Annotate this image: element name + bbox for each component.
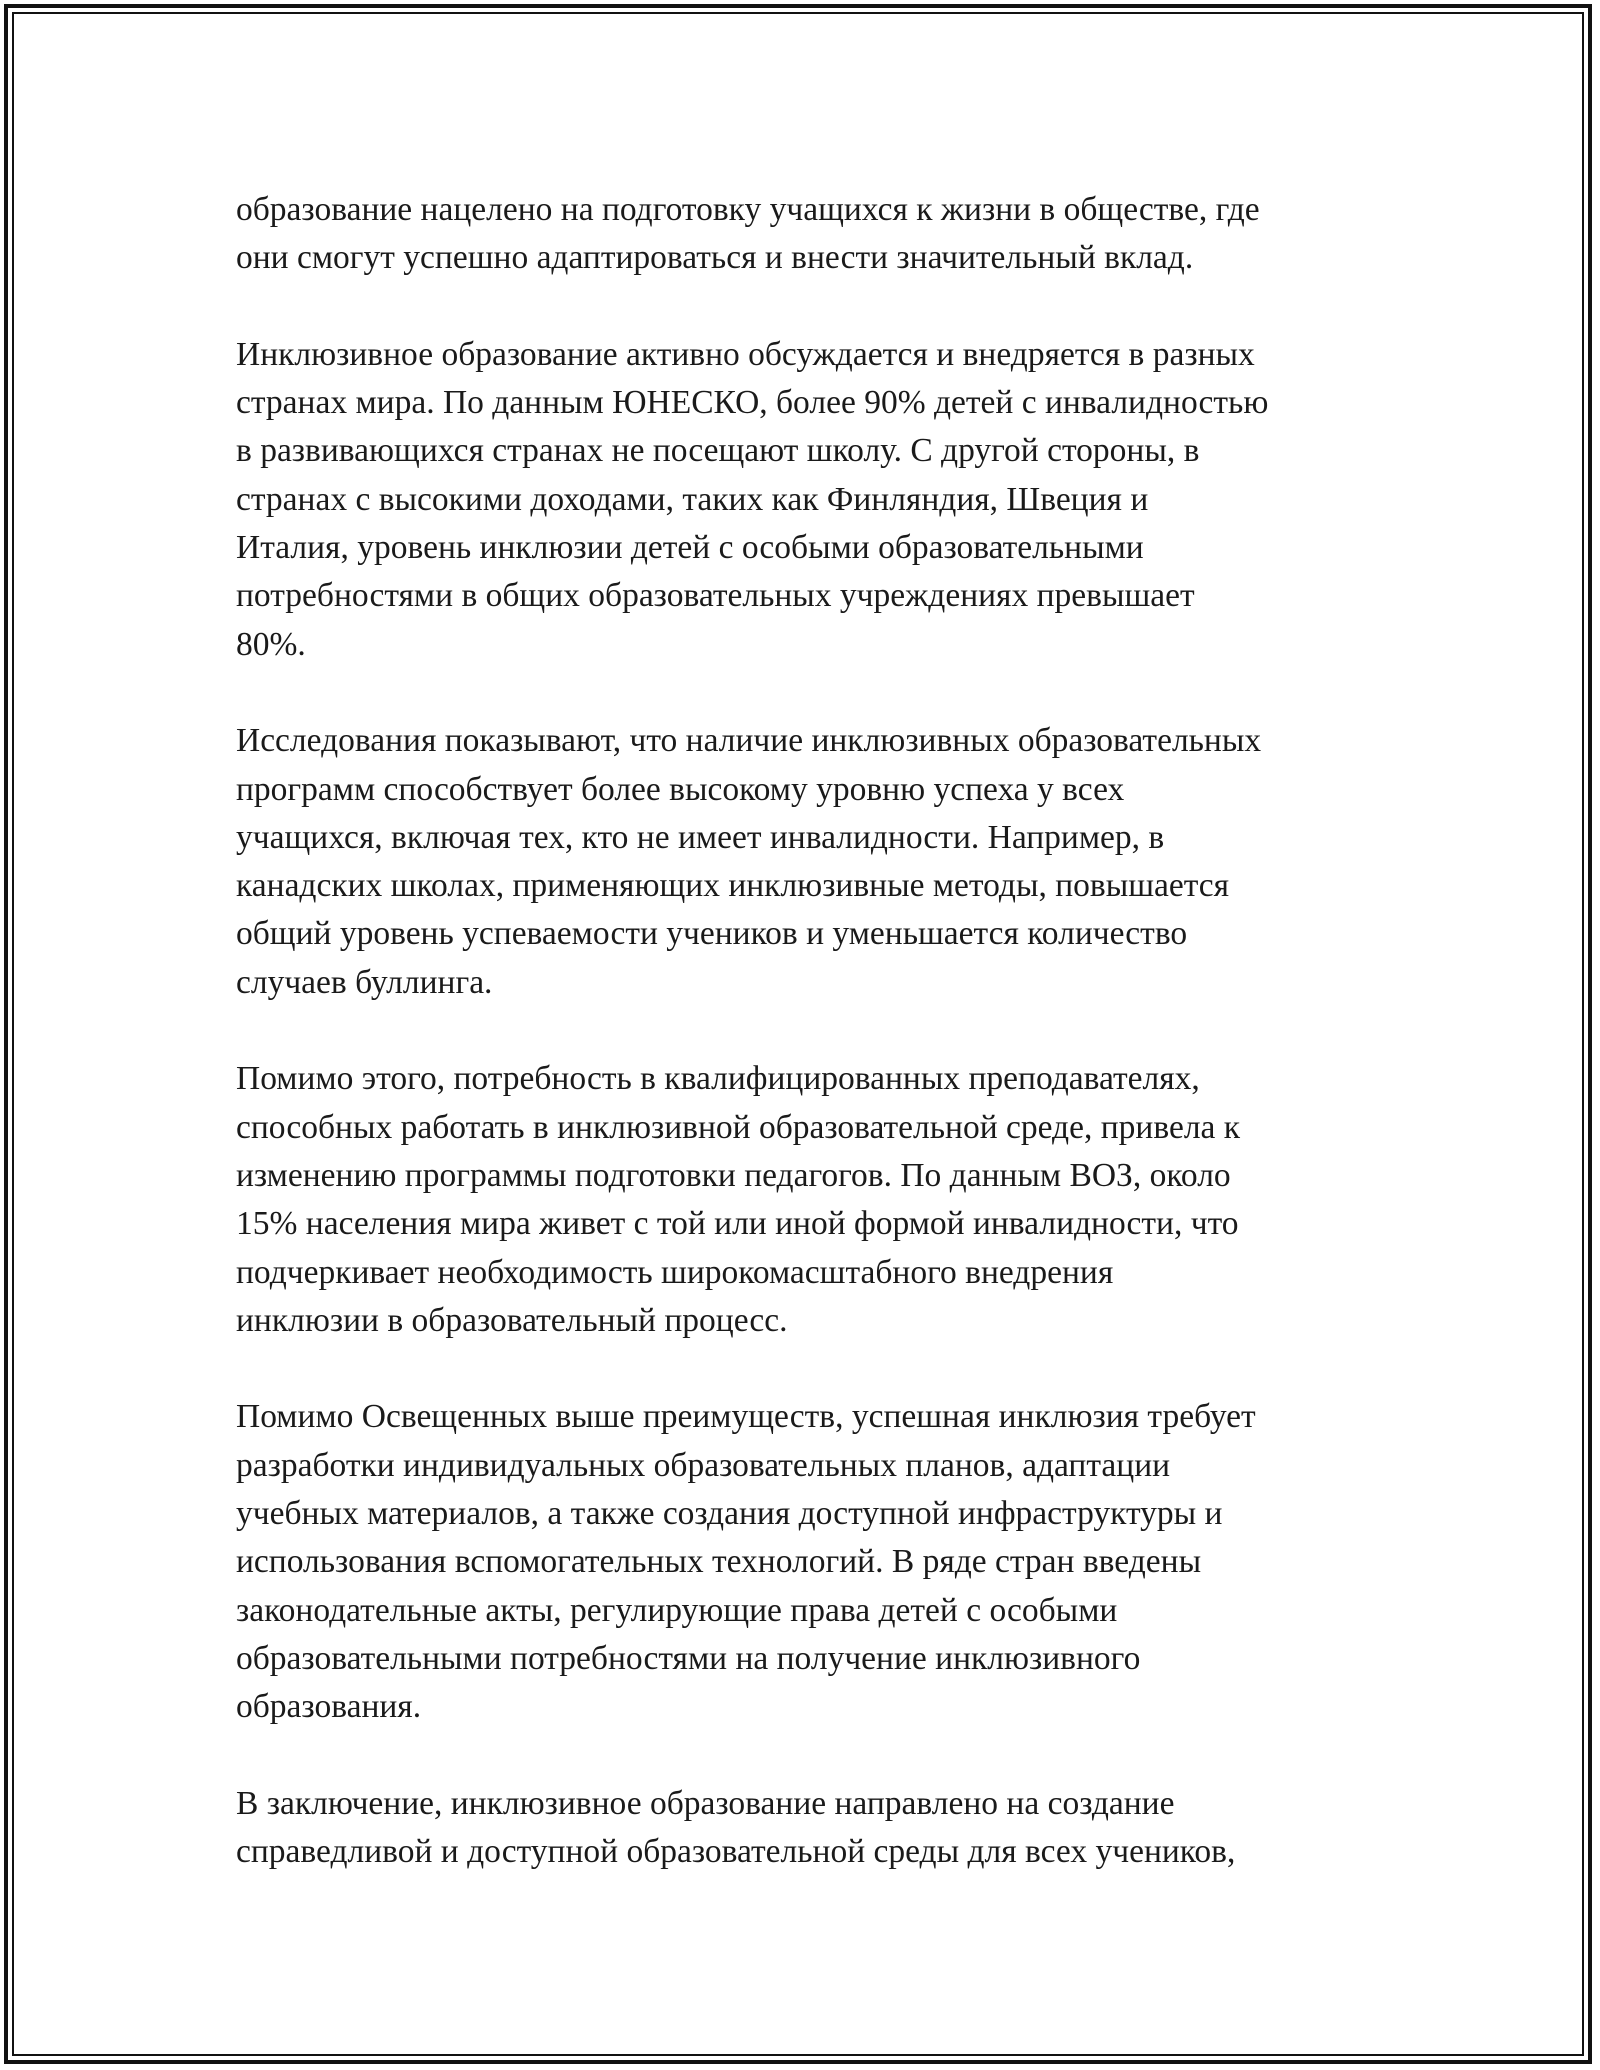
text-line: случаев буллинга. — [236, 963, 493, 1001]
text-line: потребностями в общих образовательных учреждениях превышает — [236, 577, 1195, 615]
text-line: разработки индивидуальных образовательных планов, адаптации — [236, 1446, 1171, 1484]
text-line: учащихся, включая тех, кто не имеет инвалидности. Например, в — [236, 818, 1165, 856]
paragraph-1 — [236, 186, 1426, 283]
text-line: законодательные акты, регулирующие права детей с особыми — [236, 1591, 1118, 1629]
text-line: образования. — [236, 1688, 422, 1726]
text-line: справедливой и доступной образовательной среды для всех учеников, — [236, 1833, 1236, 1871]
text-line: образование нацелено на подготовку учащихся к жизни в обществе, где — [236, 191, 1260, 228]
text-line: учебных материалов, а также создания доступной инфраструктуры и — [236, 1495, 1223, 1533]
text-line: странах с высокими доходами, таких как Финляндия, Швеция и — [236, 480, 1149, 518]
text-line: канадских школах, применяющих инклюзивные методы, повышается — [236, 867, 1230, 905]
paragraph-5 — [236, 1393, 1426, 1731]
text-line: способных работать в инклюзивной образовательной среде, привела к — [236, 1108, 1241, 1146]
text-line: 15% населения мира живет с той или иной формой инвалидности, что — [236, 1205, 1239, 1243]
text-line: Помимо этого, потребность в квалифицированных преподавателях, — [236, 1060, 1200, 1098]
text-line: изменению программы подготовки педагогов. По данным ВОЗ, около — [236, 1156, 1231, 1194]
paragraph-6 — [236, 1780, 1426, 1877]
document-body — [236, 186, 1426, 1876]
text-line: 80%. — [236, 625, 306, 663]
paragraph-3 — [236, 717, 1426, 1007]
paragraph-4 — [236, 1055, 1426, 1345]
text-line: образовательными потребностями на получение инклюзивного — [236, 1639, 1141, 1677]
text-line: в развивающихся странах не посещают школу. С другой стороны, в — [236, 432, 1200, 470]
text-line: программ способствует более высокому уровню успеха у всех — [236, 770, 1125, 808]
text-line: странах мира. По данным ЮНЕСКО, более 90% детей с инвалидностью — [236, 384, 1269, 422]
text-line: Помимо Освещенных выше преимуществ, успешная инклюзия требует — [236, 1398, 1256, 1436]
text-line: Италия, уровень инклюзии детей с особыми образовательными — [236, 529, 1144, 567]
text-line: подчеркивает необходимость широкомасштабного внедрения — [236, 1253, 1114, 1291]
text-line: В заключение, инклюзивное образование направлено на создание — [236, 1784, 1175, 1822]
text-line: общий уровень успеваемости учеников и уменьшается количество — [236, 915, 1188, 953]
paragraph-2 — [236, 331, 1426, 669]
text-line: использования вспомогательных технологий. В ряде стран введены — [236, 1543, 1202, 1581]
text-line: Исследования показывают, что наличие инклюзивных образовательных — [236, 722, 1262, 760]
text-line: инклюзии в образовательный процесс. — [236, 1301, 788, 1339]
text-line: Инклюзивное образование активно обсуждается и внедряется в разных — [236, 335, 1255, 373]
text-line: они смогут успешно адаптироваться и внести значительный вклад. — [236, 239, 1194, 277]
